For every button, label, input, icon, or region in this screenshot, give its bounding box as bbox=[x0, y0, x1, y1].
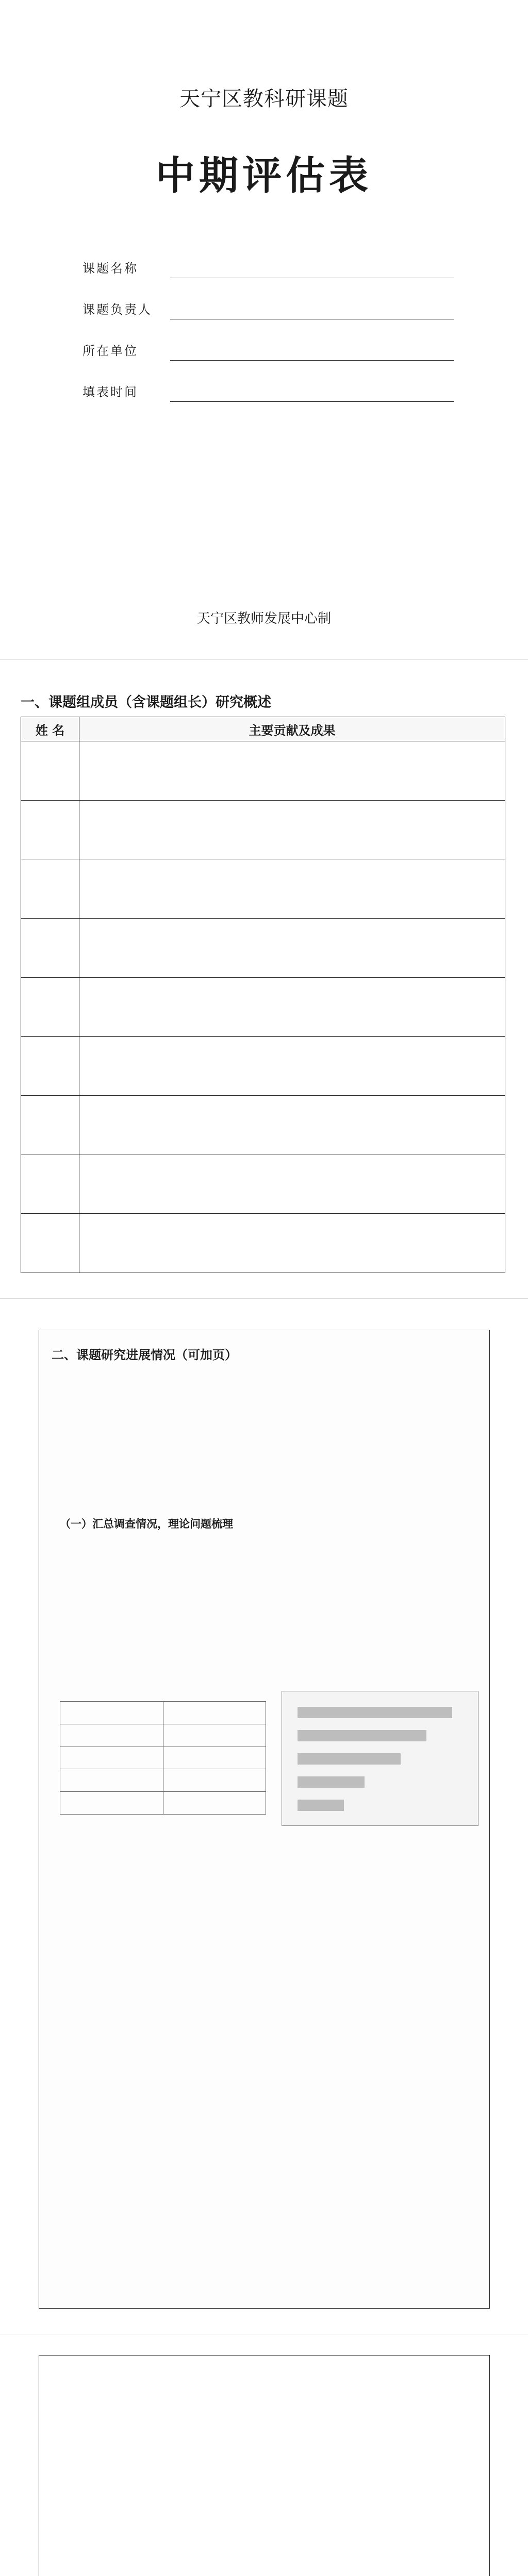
member-detail-cell bbox=[79, 1037, 505, 1096]
cover-footer-org: 天宁区教师发展中心制 bbox=[196, 611, 331, 626]
figure-bar bbox=[298, 1730, 426, 1741]
member-name-cell bbox=[21, 918, 79, 977]
table-row bbox=[21, 918, 505, 977]
table-row bbox=[21, 1214, 505, 1273]
member-name-cell bbox=[21, 741, 79, 801]
table-row bbox=[60, 1747, 266, 1769]
plan-box bbox=[39, 2355, 490, 2576]
cover-form-title: 中期评估表 bbox=[156, 152, 372, 198]
cover-value-date bbox=[170, 380, 454, 402]
members-page bbox=[0, 659, 528, 1298]
members-header-name: 姓 名 bbox=[21, 717, 79, 741]
member-name-cell bbox=[21, 1037, 79, 1096]
cover-value-unit bbox=[170, 338, 454, 361]
cover-info-form bbox=[82, 237, 454, 402]
cover-label-unit: 所在单位 bbox=[82, 344, 138, 358]
member-detail-cell bbox=[79, 1155, 505, 1214]
member-name-cell bbox=[21, 977, 79, 1037]
member-name-cell bbox=[21, 1155, 79, 1214]
member-detail-cell bbox=[79, 1214, 505, 1273]
table-cell bbox=[60, 1702, 163, 1724]
member-detail-cell bbox=[79, 741, 505, 801]
progress-box bbox=[39, 1330, 490, 2309]
table-row bbox=[21, 741, 505, 801]
table-row bbox=[60, 1702, 266, 1724]
member-name-cell bbox=[21, 800, 79, 859]
cover-label-date: 填表时间 bbox=[82, 385, 138, 399]
table-row bbox=[21, 800, 505, 859]
cover-label-topic: 课题名称 bbox=[82, 261, 138, 276]
table-cell bbox=[163, 1792, 266, 1815]
table-cell bbox=[163, 1702, 266, 1724]
member-name-cell bbox=[21, 1214, 79, 1273]
table-cell bbox=[60, 1747, 163, 1769]
table-cell bbox=[60, 1792, 163, 1815]
cover-label-leader: 课题负责人 bbox=[82, 302, 152, 317]
figure-bar bbox=[298, 1776, 365, 1788]
member-detail-cell bbox=[79, 918, 505, 977]
table-cell bbox=[163, 1769, 266, 1792]
survey-figure bbox=[282, 1691, 478, 1826]
cover-value-topic bbox=[170, 256, 454, 278]
progress-section-title: 二、课题研究进展情况（可加页） bbox=[52, 1348, 237, 1362]
members-header-row bbox=[21, 717, 505, 741]
table-row bbox=[21, 977, 505, 1037]
table-cell bbox=[163, 1724, 266, 1747]
figure-bar bbox=[298, 1707, 452, 1718]
table-cell bbox=[60, 1724, 163, 1747]
progress-page bbox=[0, 1298, 528, 2334]
table-row bbox=[60, 1769, 266, 1792]
plan-page bbox=[0, 2334, 528, 2576]
member-name-cell bbox=[21, 859, 79, 919]
table-row bbox=[21, 1095, 505, 1155]
cover-row-unit bbox=[82, 319, 454, 361]
member-detail-cell bbox=[79, 800, 505, 859]
table-row bbox=[21, 1155, 505, 1214]
member-name-cell bbox=[21, 1095, 79, 1155]
cover-row-topic bbox=[82, 237, 454, 278]
members-table bbox=[21, 717, 505, 1273]
table-row bbox=[21, 859, 505, 919]
table-row bbox=[60, 1724, 266, 1747]
table-cell bbox=[60, 1769, 163, 1792]
cover-org-title: 天宁区教科研课题 bbox=[179, 87, 349, 111]
cover-row-leader bbox=[82, 278, 454, 319]
cover-page bbox=[0, 0, 528, 659]
members-header-role: 主要贡献及成果 bbox=[79, 717, 505, 741]
table-row bbox=[21, 1037, 505, 1096]
member-detail-cell bbox=[79, 859, 505, 919]
table-row bbox=[60, 1792, 266, 1815]
figure-bar bbox=[298, 1800, 344, 1811]
member-detail-cell bbox=[79, 977, 505, 1037]
figure-bar bbox=[298, 1753, 401, 1765]
cover-row-date bbox=[82, 361, 454, 402]
table-cell bbox=[163, 1747, 266, 1769]
survey-data-table bbox=[60, 1701, 266, 1815]
members-section-title: 一、课题组成员（含课题组长）研究概述 bbox=[21, 694, 271, 710]
progress-subhead: （一）汇总调查情况，理论问题梳理 bbox=[60, 1518, 233, 1530]
member-detail-cell bbox=[79, 1095, 505, 1155]
cover-value-leader bbox=[170, 297, 454, 319]
